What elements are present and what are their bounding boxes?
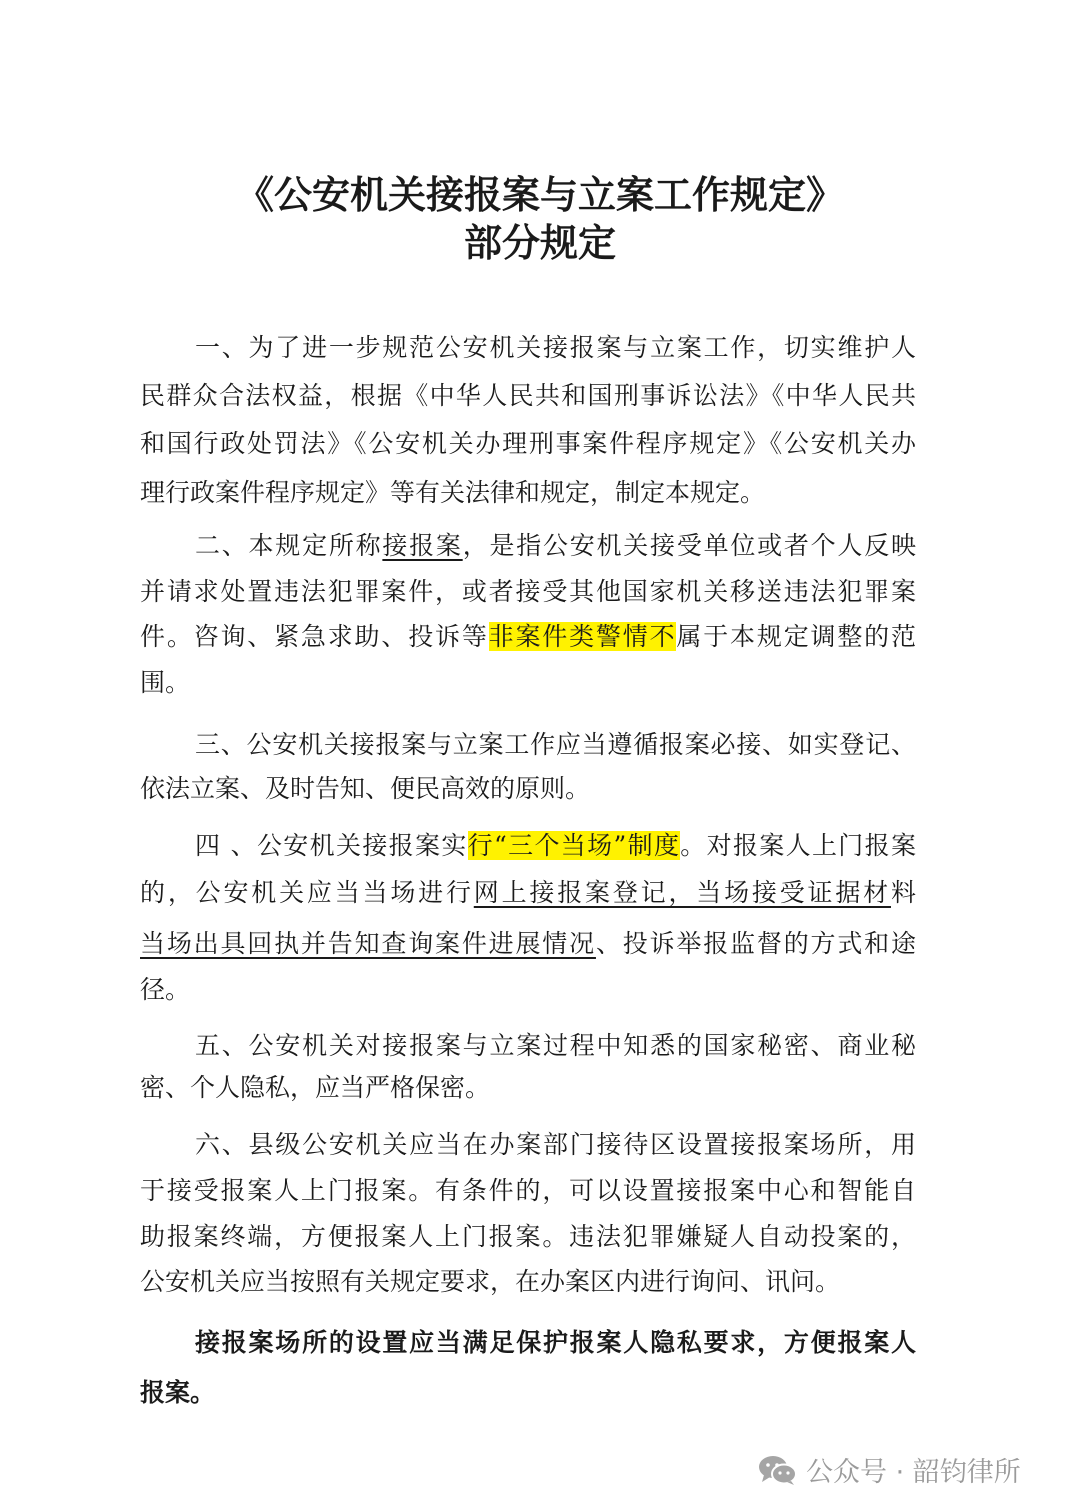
paragraph-line: [140, 1070, 916, 1106]
paragraph-line: [140, 330, 916, 366]
paragraph-line: [140, 828, 916, 864]
text-segment: 一、为了进一步规范公安机关接报案与立案工作，切实维护人: [195, 333, 916, 362]
text-segment: 依法立案、及时告知、便民高效的原则。: [140, 774, 591, 803]
underlined-text: 接报案: [382, 531, 463, 560]
paragraph-line: [140, 875, 916, 911]
paragraph-line: [140, 1375, 916, 1411]
document-subtitle: 部分规定: [463, 220, 616, 265]
text-segment: 五、公安机关对接报案与立案过程中知悉的国家秘密、商业秘: [195, 1031, 916, 1060]
paragraph-line: [140, 665, 916, 701]
paragraph-line: [140, 1219, 916, 1255]
paragraph-line: [140, 727, 916, 763]
highlighted-text: 非案件类警情不: [488, 622, 677, 651]
text-segment: 四 、公安机关接报案实: [195, 831, 468, 860]
text-segment: 属于本规定调整的范: [676, 622, 916, 651]
text-segment: 助报案终端，方便报案人上门报案。违法犯罪嫌疑人自动投案的，: [140, 1222, 916, 1251]
underlined-text: 网上接报案登记，当场接受证据材: [473, 878, 891, 907]
paragraph-line: [140, 528, 916, 564]
highlighted-text: 行“三个当场”制度: [467, 831, 681, 860]
text-segment: 并请求处置违法犯罪案件，或者接受其他国家机关移送违法犯罪案: [140, 577, 916, 606]
text-segment: 密、个人隐私，应当严格保密。: [140, 1073, 491, 1102]
watermark-text: 公众号 · 韶钧律所: [806, 1457, 1021, 1488]
paragraph-line: [140, 1264, 916, 1300]
text-segment: 、投诉举报监督的方式和途: [595, 929, 916, 958]
text-segment: 的，公安机关应当当场进行: [140, 878, 474, 907]
text-segment: ，是指公安机关接受单位或者个人反映: [462, 531, 916, 560]
watermark: [758, 1450, 1021, 1489]
text-segment: 件。咨询、紧急求助、投诉等: [140, 622, 489, 651]
paragraph-line: [140, 926, 916, 962]
paragraph-line: [140, 771, 916, 807]
text-segment: 二、本规定所称: [195, 531, 383, 560]
paragraph-line: [140, 1028, 916, 1064]
text-segment: 径。: [140, 975, 191, 1004]
paragraph-line: [140, 378, 916, 414]
underlined-text: 当场出具回执并告知查询案件进展情况: [140, 929, 596, 958]
paragraph-line: [140, 1173, 916, 1209]
text-segment: 。对报案人上门报案: [680, 831, 916, 860]
wechat-icon: [758, 1454, 798, 1486]
text-segment: 料: [890, 878, 916, 907]
document-title: 《公安机关接报案与立案工作规定》: [235, 172, 844, 217]
text-segment: 围。: [140, 668, 191, 697]
text-segment: 理行政案件程序规定》等有关法律和规定，制定本规定。: [140, 478, 766, 507]
paragraph-line: [140, 426, 916, 462]
paragraph-line: [140, 1127, 916, 1163]
paragraph-line: [140, 574, 916, 610]
text-segment: 公安机关应当按照有关规定要求，在办案区内进行询问、讯问。: [140, 1267, 841, 1296]
text-segment: 和国行政处罚法》《公安机关办理刑事案件程序规定》《公安机关办: [140, 429, 916, 458]
paragraph-line: [140, 619, 916, 655]
paragraph-line: [140, 475, 916, 511]
text-segment: 六、县级公安机关应当在办案部门接待区设置接报案场所，用: [195, 1130, 916, 1159]
text-segment: 于接受报案人上门报案。有条件的，可以设置接报案中心和智能自: [140, 1176, 916, 1205]
paragraph-line: [140, 1325, 916, 1361]
paragraph-line: [140, 972, 916, 1008]
text-segment: 民群众合法权益，根据《中华人民共和国刑事诉讼法》《中华人民共: [140, 381, 916, 410]
text-segment: 接报案场所的设置应当满足保护报案人隐私要求，方便报案人: [195, 1328, 916, 1357]
text-segment: 三、公安机关接报案与立案工作应当遵循报案必接、如实登记、: [195, 730, 916, 759]
text-segment: 报案。: [140, 1378, 216, 1407]
